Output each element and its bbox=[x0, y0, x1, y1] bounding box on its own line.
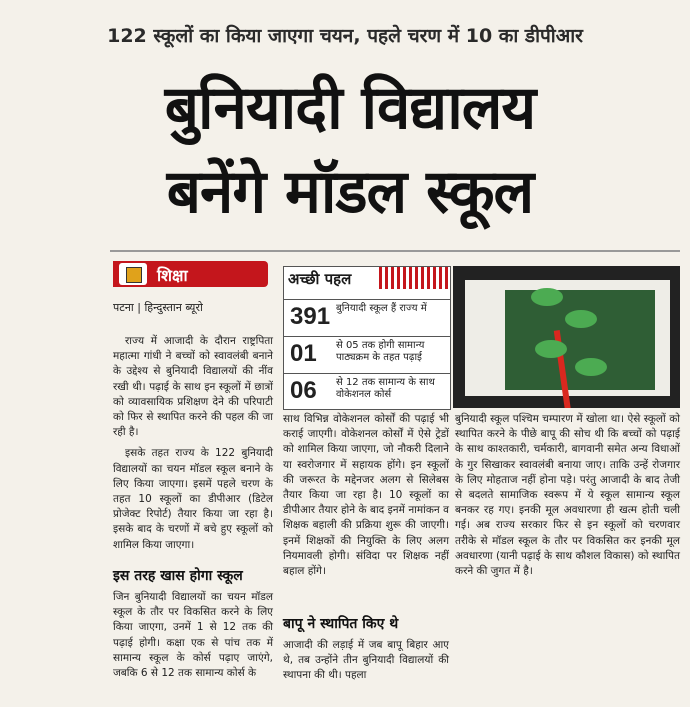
column-2 bbox=[283, 412, 449, 579]
leaf-icon bbox=[535, 340, 567, 358]
chalkboard-frame bbox=[465, 280, 670, 396]
col2-paragraph-1: साथ विभिन्न वोकेशनल कोर्सों की पढ़ाई भी कराई जाएगी। वोकेशनल कोर्सों में ऐसे ट्रेडों को शामिल किया जाएगा, जो नौकरी दिलाने या स्वरोजगार में सहायक होंगे। इन स्कूलों की जरूरत के मद्देनजर अलग से सिलेबस तैयार किया जा रहा है। 10 स्कूलों का डीपीआर तैयार होने के बाद इनमें नामांकन व शिक्षक बहाली की प्रक्रिया शुरू की जाएगी। इनमें शिक्षकों की नियुक्ति के लिए अलग नियमावली होगी। संविदा पर शिक्षक नहीं बहाल होंगे। bbox=[283, 413, 449, 578]
section-tag bbox=[113, 261, 268, 287]
info-row-text: से 05 तक होगी सामान्य पाठ्यक्रम के तहत पढ़ाई bbox=[336, 340, 425, 363]
info-row bbox=[284, 373, 450, 410]
info-box bbox=[283, 266, 451, 410]
divider bbox=[110, 250, 680, 252]
info-row-text: से 12 तक सामान्य के साथ वोकेशनल कोर्स bbox=[336, 377, 435, 400]
column-2-cont bbox=[283, 638, 449, 684]
col1-subhead: इस तरह खास होगा स्कूल bbox=[113, 568, 243, 584]
main-headline-line-2: बनेंगे मॉडल स्कूल bbox=[166, 157, 534, 227]
info-row bbox=[284, 299, 450, 336]
info-row-text: बुनियादी स्कूल हैं राज्य में bbox=[336, 303, 427, 314]
illustration-photo bbox=[453, 266, 680, 408]
section-label: शिक्षा bbox=[157, 266, 188, 285]
column-1-cont bbox=[113, 590, 273, 681]
chalkboard-icon bbox=[505, 290, 655, 390]
col1-paragraph-2: इसके तहत राज्य के 122 बुनियादी विद्यालयों का चयन मॉडल स्कूल बनाने के लिए किया जाएगा। इसमें पहले चरण के तहत 10 स्कूलों का डीपीआर (डिटेल प्रोजेक्ट रिपोर्ट) तैयार किया जा रहा है। इसके बाद के चरणों में बचे हुए स्कूलों को शामिल किया जाएगा। bbox=[113, 447, 273, 551]
leaf-icon bbox=[575, 358, 607, 376]
leaf-icon bbox=[531, 288, 563, 306]
info-row-number: 01 bbox=[290, 340, 317, 367]
col3-paragraph-1: बुनियादी स्कूल पश्चिम चम्पारण में खोला था। ऐसे स्कूलों को स्थापित करने के पीछे बापू की सोच थी कि बच्चों को पढ़ाई के साथ काश्तकारी, चर्मकारी, बागवानी समेत अन्य विधाओं के गुर सिखाकर स्वावलंबी बनाया जाए। ताकि उन्हें रोजगार के लिए मोहताज नहीं होना पड़े। परंतु आजादी के बाद तेजी से बदलते सामाजिक स्वरूप में ये स्कूल सामान्य स्कूल बनकर रह गए। इनकी मूल अवधारणा ही खत्म होती चली गई। अब राज्य सरकार फिर से इन स्कूलों को चरणवार तरीके से मॉडल स्कूल के तौर पर विकसित कर इनकी मूल अवधारणा (यानी पढ़ाई के साथ कौशल विकास) को स्थापित करने की जुगत में है। bbox=[455, 413, 680, 578]
col2-subhead: बापू ने स्थापित किए थे bbox=[283, 616, 399, 632]
leaf-icon bbox=[565, 310, 597, 328]
info-row-number: 391 bbox=[290, 303, 331, 330]
book-icon bbox=[119, 263, 147, 285]
column-1 bbox=[113, 334, 273, 553]
col1-paragraph-1: राज्य में आजादी के दौरान राष्ट्रपिता महात्मा गांधी ने बच्चों को स्वावलंबी बनाने के उद्देश्य से बुनियादी विद्यालयों की नींव रखी थी। पढ़ाई के साथ इन स्कूलों में छात्रों को व्यावसायिक प्रशिक्षण देने की परिपाटी को फिर से स्थापित करने की पहल की जा रही है। bbox=[113, 335, 273, 439]
col2-paragraph-2: आजादी की लड़ाई में जब बापू बिहार आए थे, तब उन्होंने तीन बुनियादी विद्यालयों की स्थापना की थी। पहला bbox=[283, 639, 449, 682]
column-3 bbox=[455, 412, 680, 579]
main-headline-line-1: बुनियादी विद्यालय bbox=[164, 73, 536, 143]
kicker-headline: 122 स्कूलों का किया जाएगा चयन, पहले चरण में 10 का डीपीआर bbox=[107, 25, 583, 47]
info-row bbox=[284, 336, 450, 373]
info-box-stripe bbox=[379, 267, 450, 289]
byline: पटना | हिन्दुस्तान ब्यूरो bbox=[113, 301, 203, 314]
info-box-title: अच्छी पहल bbox=[288, 270, 352, 288]
col1-paragraph-3: जिन बुनियादी विद्यालयों का चयन मॉडल स्कूल के तौर पर विकसित करने के लिए किया जाएगा, उनमें 1 से 12 तक की पढ़ाई होगी। कक्षा एक से पांच तक में सामान्य स्कूल के कोर्स पढ़ाए जाएंगे, जबकि 6 से 12 तक सामान्य कोर्स के bbox=[113, 591, 273, 680]
info-row-number: 06 bbox=[290, 377, 317, 404]
